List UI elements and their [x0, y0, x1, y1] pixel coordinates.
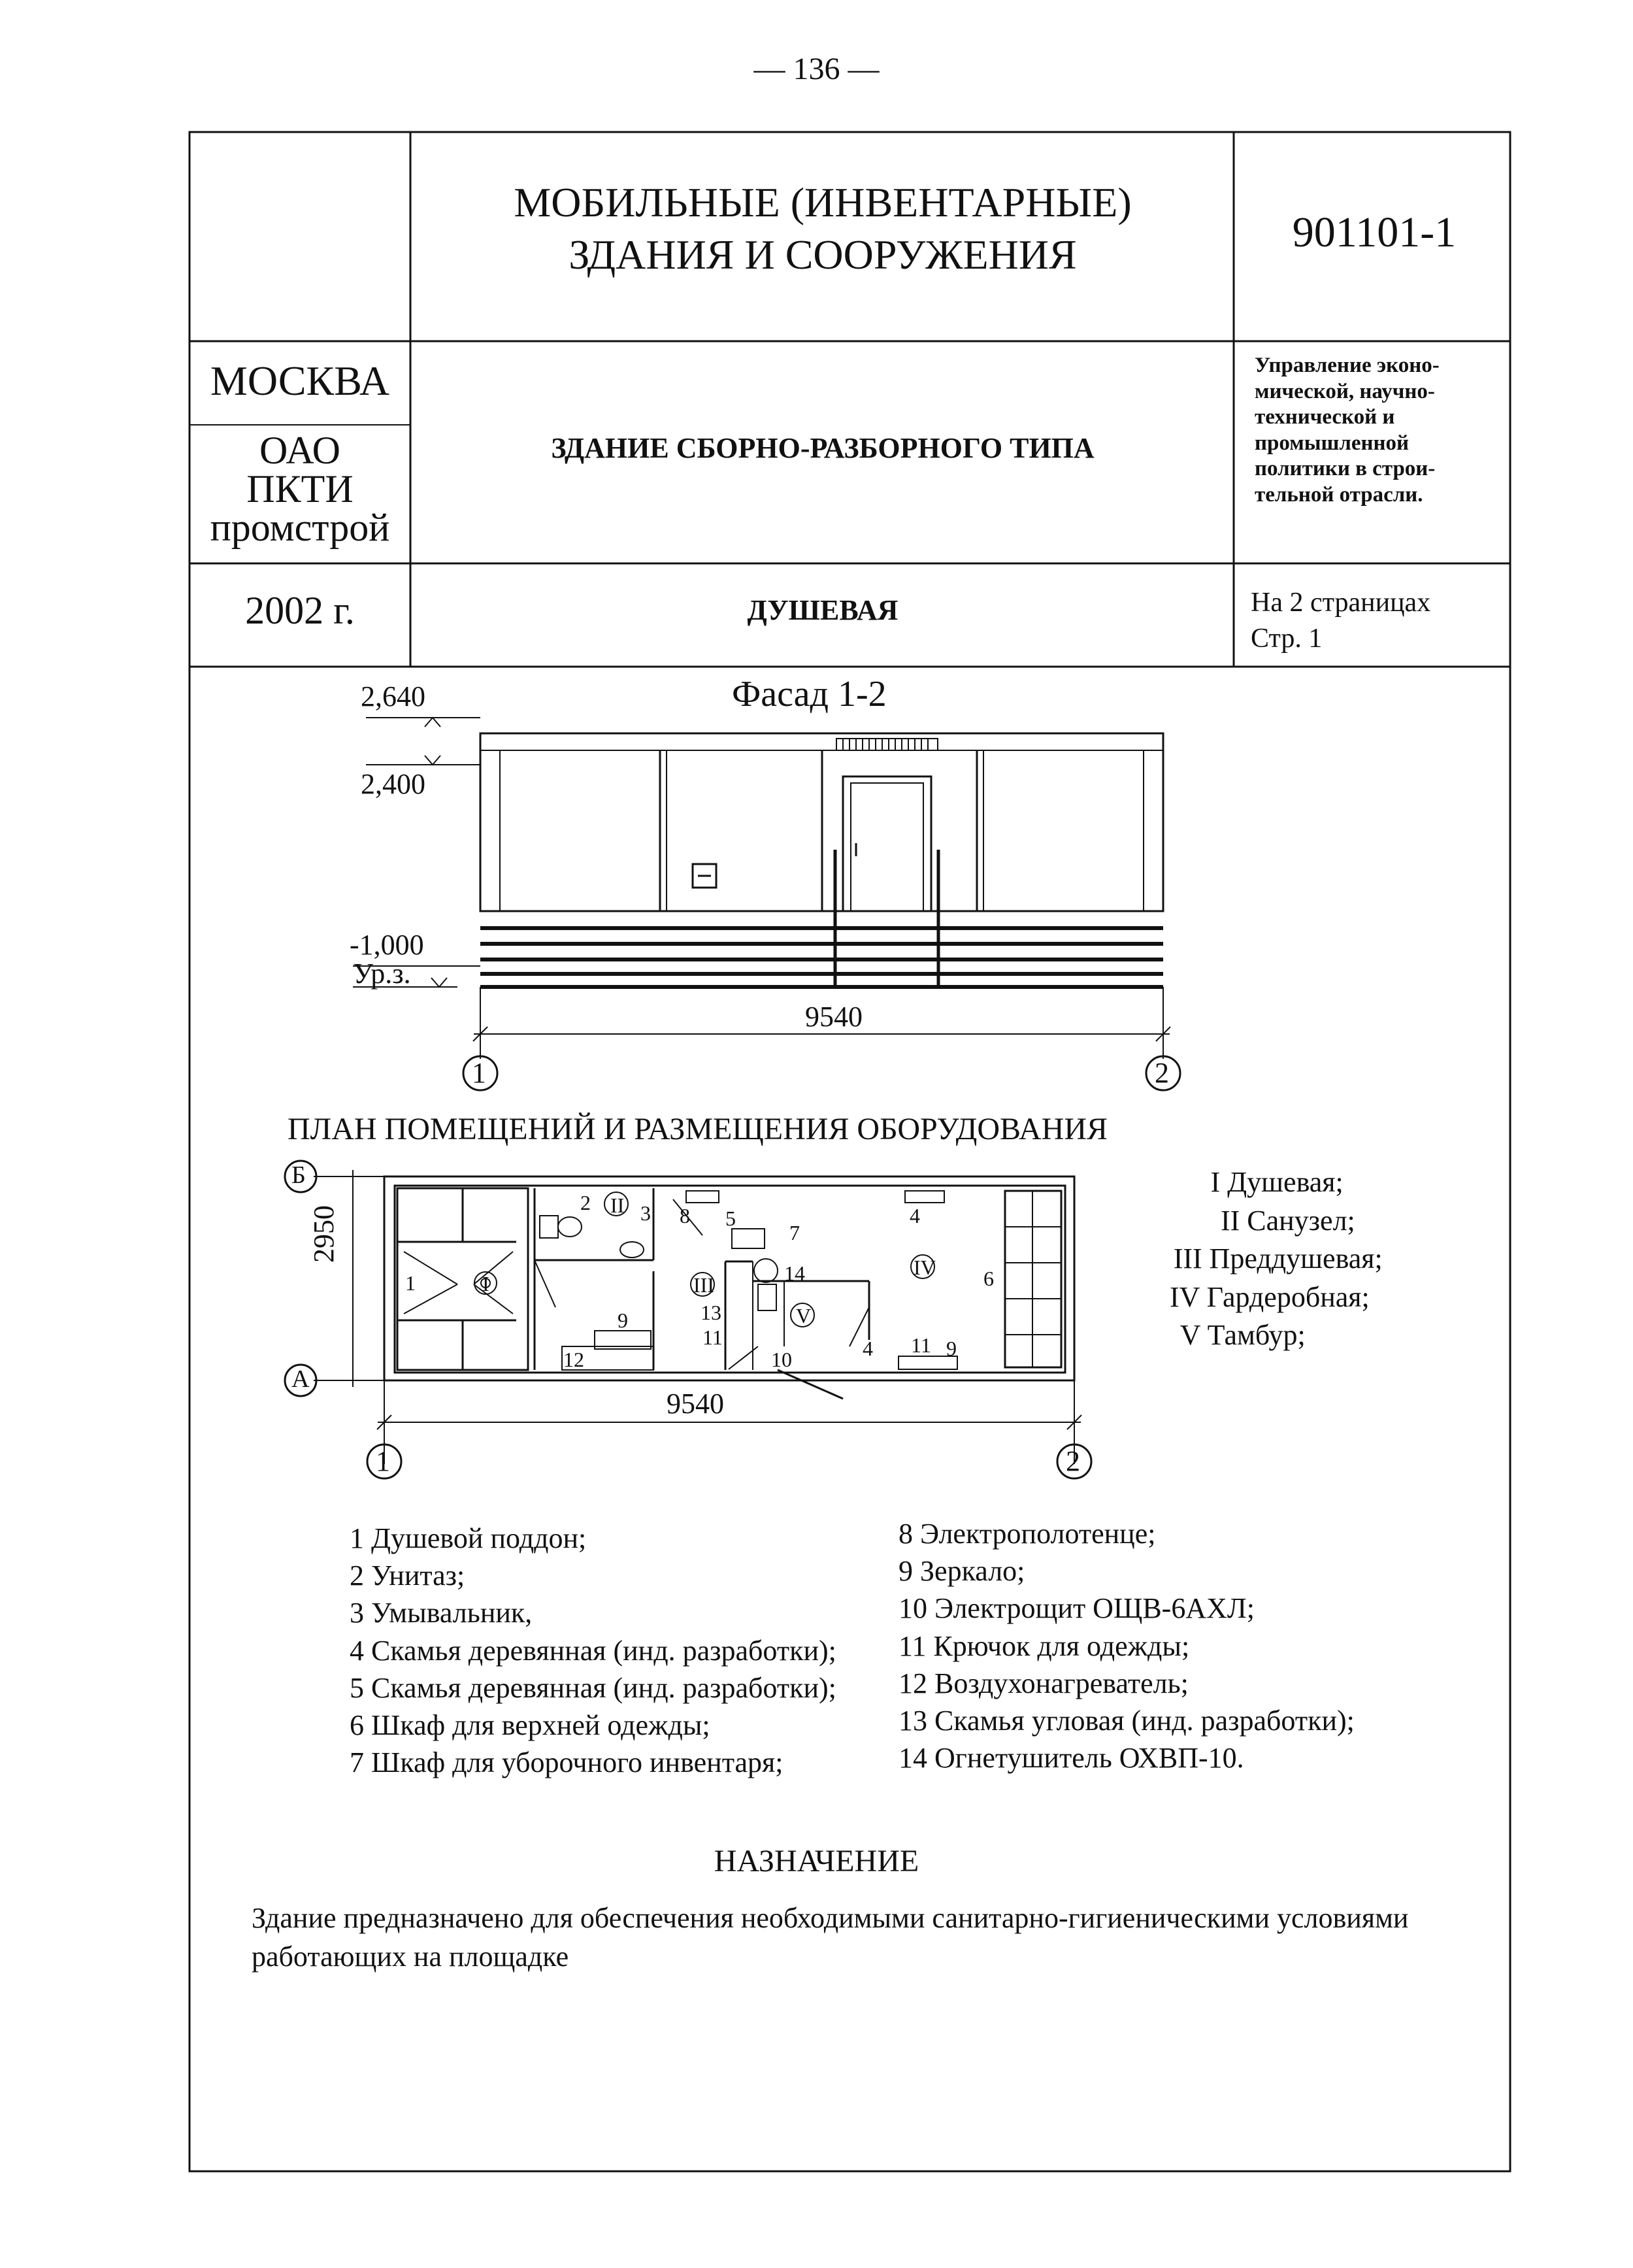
equipment-legend-right [899, 1515, 1355, 1776]
facade-drawing [353, 718, 1180, 1090]
sheet-name: ДУШЕВАЯ [747, 594, 899, 626]
equip-mark-10: 10 [771, 1348, 792, 1371]
org-line2: ПКТИ [246, 467, 354, 510]
plan-axis-label-A: А [291, 1365, 310, 1393]
series-title-line2: ЗДАНИЯ И СООРУЖЕНИЯ [569, 231, 1077, 278]
equip-mark-14: 14 [784, 1261, 805, 1285]
equip-mark-11a: 11 [702, 1326, 723, 1349]
equip-mark-1: 1 [405, 1271, 416, 1295]
room-mark-5: V [796, 1304, 812, 1327]
equipment-item: 9 Зеркало; [899, 1555, 1025, 1588]
ministry [1255, 353, 1503, 509]
equip-mark-2: 2 [580, 1191, 591, 1214]
series-title-line1: МОБИЛЬНЫЕ (ИНВЕНТАРНЫЕ) [514, 179, 1132, 225]
purpose-heading: НАЗНАЧЕНИЕ [714, 1844, 919, 1878]
equip-mark-6: 6 [983, 1267, 994, 1290]
vent-grille [836, 739, 938, 750]
ministry-line4: промышленной [1255, 431, 1410, 455]
city: МОСКВА [210, 358, 390, 404]
building-type: ЗДАНИЕ СБОРНО-РАЗБОРНОГО ТИПА [551, 432, 1095, 464]
equipment-item: 8 Электрополотенце; [899, 1518, 1156, 1550]
equipment-item: 12 Воздухонагреватель; [899, 1667, 1189, 1699]
equipment-item: 7 Шкаф для уборочного инвентаря; [350, 1746, 784, 1779]
equip-mark-4a: 4 [910, 1204, 920, 1227]
pages-total: На 2 страницах [1251, 588, 1431, 618]
page-info [1251, 585, 1506, 656]
ministry-line3: технической и [1255, 405, 1395, 429]
facade-axis-label-1: 1 [472, 1057, 486, 1089]
elev-top: 2,640 [361, 680, 425, 712]
organization [193, 429, 406, 549]
equip-mark-11b: 11 [911, 1333, 931, 1357]
org-line1: ОАО [259, 429, 340, 472]
equip-mark-7: 7 [789, 1221, 800, 1244]
room-item: IV Гардеробная; [1170, 1280, 1370, 1313]
facade-axis-label-2: 2 [1155, 1057, 1169, 1089]
facade-title: Фасад 1-2 [732, 674, 887, 714]
room-item: V Тамбур; [1179, 1319, 1306, 1352]
plan-axis-label-B: Б [291, 1161, 306, 1189]
equip-mark-8: 8 [680, 1204, 690, 1227]
equipment-item: 13 Скамья угловая (инд. разработки); [899, 1704, 1355, 1737]
equipment-item: 1 Душевой поддон; [350, 1522, 587, 1554]
doc-code: 901101-1 [1292, 208, 1457, 256]
equipment-item: 5 Скамья деревянная (инд. разработки); [350, 1671, 836, 1704]
equipment-item: 2 Унитаз; [350, 1559, 465, 1592]
rooms-legend [1170, 1163, 1383, 1355]
plan-depth-dim: 2950 [308, 1205, 340, 1263]
plan-width-dim: 9540 [667, 1388, 724, 1420]
facade-width-dim: 9540 [805, 1001, 863, 1033]
elev-bottom: -1,000 [350, 929, 424, 961]
org-line3: промстрой [210, 505, 390, 549]
equipment-legend-left [350, 1520, 836, 1781]
equip-mark-12: 12 [563, 1348, 584, 1371]
equipment-item: 4 Скамья деревянная (инд. разработки); [350, 1634, 836, 1667]
ground-label: Ур.з. [353, 958, 411, 990]
equip-mark-9b: 9 [946, 1337, 957, 1360]
equipment-item: 11 Крючок для одежды; [899, 1629, 1190, 1662]
page-current: Стр. 1 [1251, 623, 1323, 654]
room-mark-2: II [610, 1193, 625, 1217]
equip-mark-4b: 4 [863, 1337, 873, 1360]
room-mark-3: III [693, 1273, 714, 1297]
plan-axis-label-2: 2 [1066, 1445, 1080, 1477]
equipment-item: 6 Шкаф для верхней одежды; [350, 1709, 710, 1741]
equipment-item: 10 Электрощит ОЩВ-6АХЛ; [899, 1592, 1255, 1625]
ministry-line5: политики в строи- [1255, 457, 1436, 481]
equipment-item: 3 Умывальник, [350, 1597, 533, 1629]
equip-mark-9a: 9 [618, 1309, 628, 1332]
equip-mark-5: 5 [725, 1207, 736, 1230]
room-item: II Санузел; [1220, 1204, 1355, 1237]
ministry-line2: мической, научно- [1255, 379, 1435, 403]
series-title [414, 176, 1231, 281]
equipment-item: 14 Огнетушитель ОХВП-10. [899, 1742, 1244, 1775]
equip-mark-3: 3 [640, 1201, 651, 1225]
equip-mark-13: 13 [701, 1301, 721, 1324]
room-item: I Душевая; [1210, 1166, 1344, 1198]
purpose-text: Здание предназначено для обеспечения необходимыми санитарно-гигиеническими условиями работающих на площадке [252, 1902, 1409, 1973]
elev-mid: 2,400 [361, 768, 425, 800]
room-mark-4: IV [914, 1256, 936, 1279]
plan-axis-label-1: 1 [376, 1445, 390, 1477]
ministry-line6: тельной отрасли. [1255, 482, 1423, 507]
plan-title: ПЛАН ПОМЕЩЕНИЙ И РАЗМЕЩЕНИЯ ОБОРУДОВАНИЯ [288, 1112, 1108, 1146]
year: 2002 г. [245, 589, 355, 632]
room-item: III Преддушевая; [1173, 1242, 1383, 1275]
room-mark-1: I [482, 1272, 489, 1295]
page-number: — 136 — [753, 52, 880, 86]
ministry-line1: Управление эконо- [1255, 354, 1440, 377]
